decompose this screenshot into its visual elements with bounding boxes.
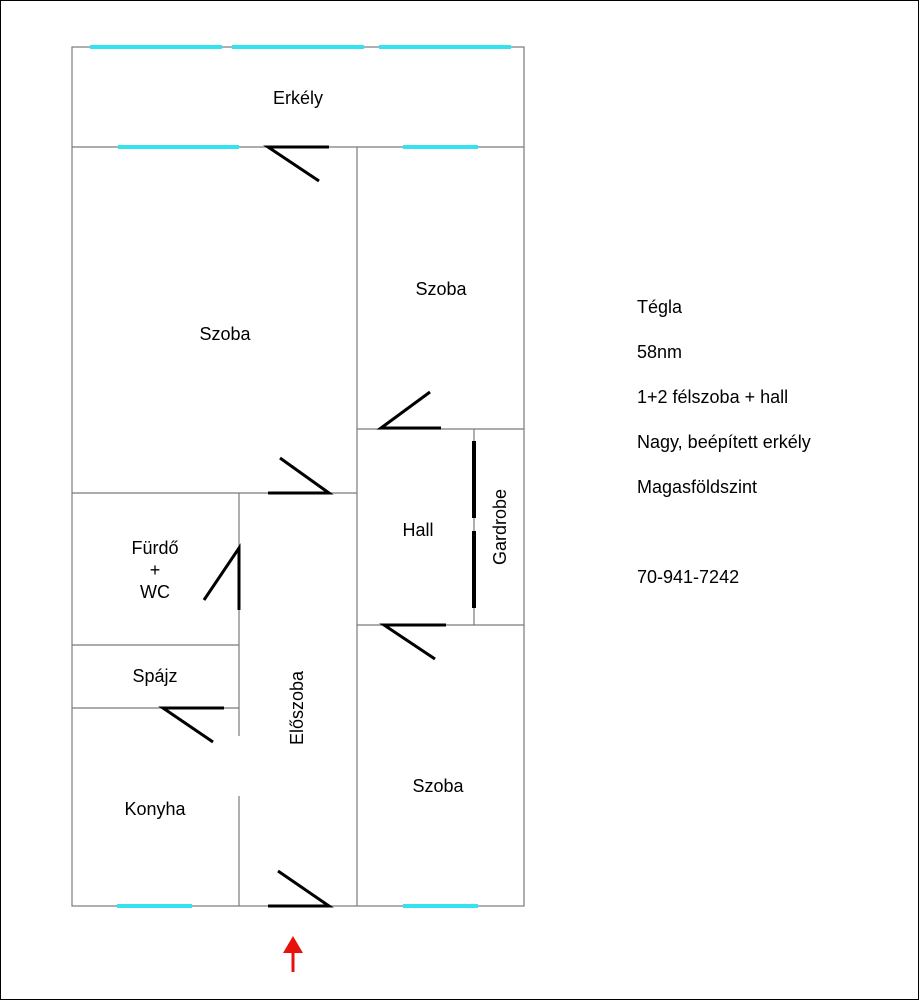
room-label-kitchen: Konyha xyxy=(124,799,186,819)
info-floor: Magasföldszint xyxy=(637,477,758,497)
top-right-room-door xyxy=(381,392,441,428)
room-label-balcony: Erkély xyxy=(272,88,324,108)
room-label-bathroom-line1: Fürdő xyxy=(131,538,179,558)
info-balcony-note: Nagy, beépített erkély xyxy=(637,432,811,452)
kitchen-door xyxy=(163,708,224,742)
room-label-top-right-room: Szoba xyxy=(415,279,467,299)
info-area: 58nm xyxy=(637,342,683,362)
entrance-door xyxy=(268,871,329,906)
info-layout: 1+2 félszoba + hall xyxy=(637,387,789,407)
large-room-door xyxy=(268,458,329,493)
room-label-bathroom-line2: + xyxy=(149,560,161,580)
room-label-hall: Hall xyxy=(402,520,434,540)
info-material: Tégla xyxy=(637,297,683,317)
info-phone: 70-941-7242 xyxy=(637,567,740,587)
room-label-bottom-right-room: Szoba xyxy=(412,776,464,796)
up-arrow-icon xyxy=(283,936,303,972)
room-label-large-room: Szoba xyxy=(199,324,251,344)
balcony-door xyxy=(268,147,329,181)
room-label-entrance: Előszoba xyxy=(287,670,307,746)
room-label-pantry: Spájz xyxy=(132,666,178,686)
room-label-wardrobe: Gardrobe xyxy=(490,488,510,566)
bathroom-door xyxy=(204,548,239,610)
room-label-bathroom-line3: WC xyxy=(140,582,170,602)
bottom-right-room-door xyxy=(384,625,446,659)
